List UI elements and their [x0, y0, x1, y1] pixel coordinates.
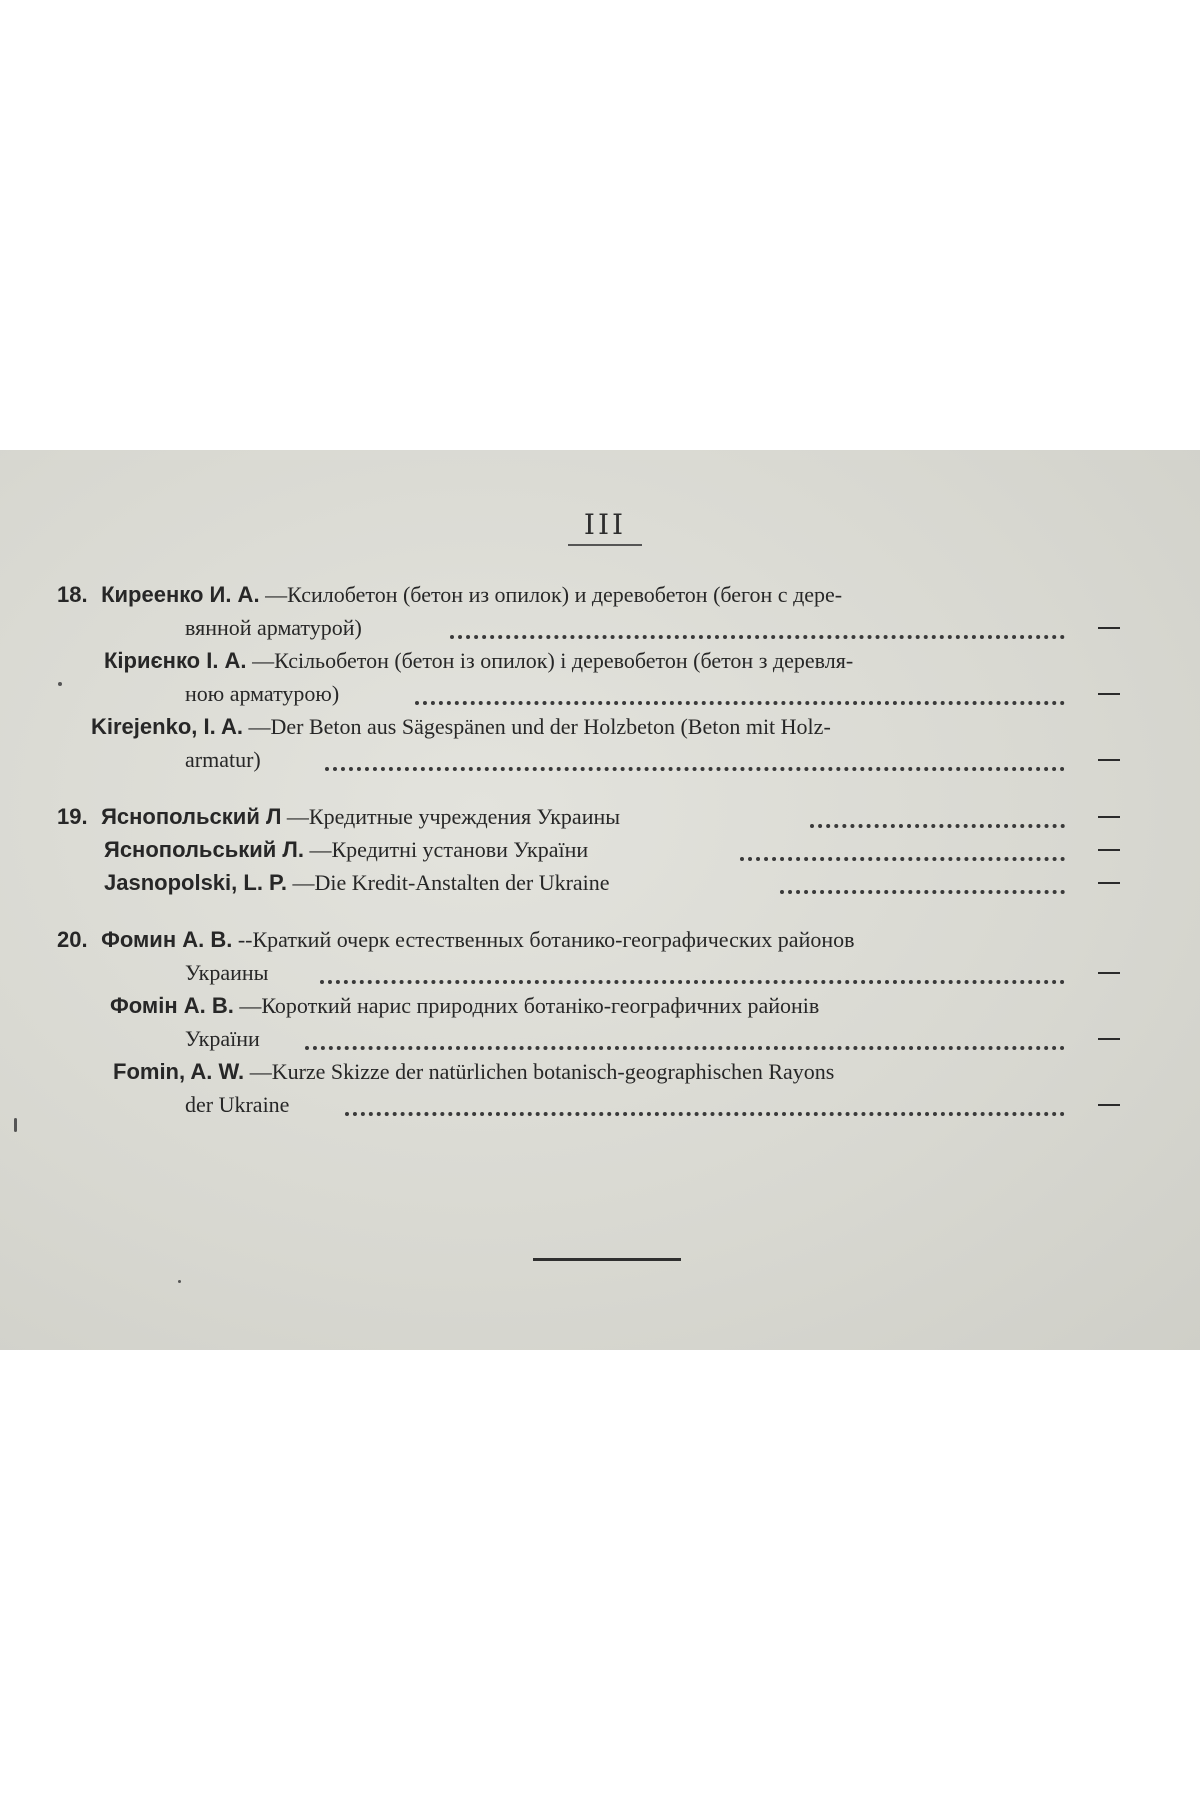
toc-line — [0, 925, 1200, 955]
page-dash — [1098, 849, 1120, 851]
entry-title: —Der Beton aus Sägespänen und der Holzbeton (Beton mit Holz- — [248, 714, 831, 739]
dot-leader — [305, 1046, 1065, 1050]
dot-leader — [450, 635, 1065, 639]
dot-leader — [780, 890, 1065, 894]
paper-speck — [14, 1118, 17, 1132]
entry-author: Кіриєнко І. А. — [104, 648, 247, 673]
entry-author: Jasnopolski, L. P. — [104, 870, 287, 895]
toc-line — [0, 646, 1200, 676]
entry-number: 20. — [57, 927, 88, 952]
toc-line — [0, 802, 1200, 832]
toc-line — [0, 991, 1200, 1021]
page-folio: III — [583, 508, 627, 541]
page-dash — [1098, 972, 1120, 974]
dot-leader — [810, 824, 1065, 828]
page-dash — [1098, 759, 1120, 761]
toc-line — [0, 1090, 1200, 1120]
toc-line — [0, 958, 1200, 988]
toc-line — [0, 1024, 1200, 1054]
entry-title: —Кредитні установи України — [309, 837, 589, 862]
entry-title: —Короткий нарис природних ботаніко-географичних районів — [239, 993, 820, 1018]
toc-line — [0, 580, 1200, 610]
page-dash — [1098, 627, 1120, 629]
entry-author: Fomin, A. W. — [113, 1059, 245, 1084]
page-dash — [1098, 1104, 1120, 1106]
paper-speck — [58, 682, 62, 686]
page-dash — [1098, 816, 1120, 818]
entry-title: ною арматурою) — [185, 681, 340, 706]
entry-title: armatur) — [185, 747, 261, 772]
entry-title: вянной арматурой) — [185, 615, 362, 640]
entry-title: der Ukraine — [185, 1092, 290, 1117]
entry-title: Украины — [185, 960, 269, 985]
dot-leader — [320, 980, 1065, 984]
entry-author: Киреенко И. А. — [101, 582, 260, 607]
entry-author: Фомін А. В. — [110, 993, 234, 1018]
paper-speck — [178, 1280, 181, 1283]
entry-title: —Ксилобетон (бетон из опилок) и деревобетон (бегон с дере- — [265, 582, 843, 607]
toc-line — [0, 868, 1200, 898]
entry-author: Яснопольский Л — [101, 804, 282, 829]
entry-number: 19. — [57, 804, 88, 829]
entry-title: —Кредитные учреждения Украины — [286, 804, 621, 829]
entry-title: —Ксільобетон (бетон із опилок) і деревобетон (бетон з деревля- — [252, 648, 854, 673]
dot-leader — [415, 701, 1065, 705]
toc-line — [0, 679, 1200, 709]
toc-line — [0, 745, 1200, 775]
book-page — [0, 450, 1200, 1350]
dot-leader — [345, 1112, 1065, 1116]
page-dash — [1098, 882, 1120, 884]
entry-author: Kirejenko, I. A. — [91, 714, 244, 739]
toc-line — [0, 835, 1200, 865]
entry-title: --Краткий очерк естественных ботанико-географических районов — [237, 927, 855, 952]
page-dash — [1098, 1038, 1120, 1040]
toc-line — [0, 712, 1200, 742]
entry-author: Яснопольський Л. — [104, 837, 304, 862]
folio-underline — [568, 544, 642, 546]
entry-author: Фомин А. В. — [101, 927, 233, 952]
entry-number: 18. — [57, 582, 88, 607]
entry-title: —Kurze Skizze der natürlichen botanisch-geographischen Rayons — [249, 1059, 835, 1084]
toc-line — [0, 1057, 1200, 1087]
dot-leader — [325, 767, 1065, 771]
entry-title: —Die Kredit-Anstalten der Ukraine — [292, 870, 610, 895]
dot-leader — [740, 857, 1065, 861]
page-dash — [1098, 693, 1120, 695]
toc-line — [0, 613, 1200, 643]
entry-title: України — [185, 1026, 260, 1051]
closing-rule — [533, 1258, 681, 1261]
